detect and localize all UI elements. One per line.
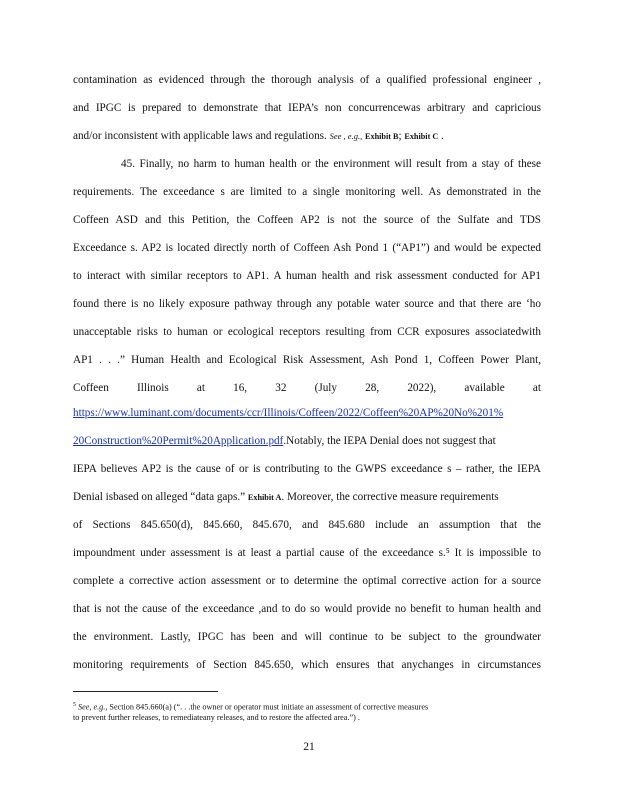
- footnote: [73, 700, 541, 713]
- exhibit-b-ref: Exhibit B: [365, 132, 399, 141]
- body-line: of Sections 845.650(d), 845.660, 845.670, and 845.680 include an assumption that the: [73, 519, 541, 531]
- body-line: complete a corrective action assessment or to determine the optimal corrective action for a source: [73, 575, 541, 587]
- citation-see: See , e.g.,: [329, 131, 363, 141]
- body-line: [73, 434, 541, 448]
- body-line: contamination as evidenced through the thorough analysis of a qualified professional engineer ,: [73, 74, 541, 86]
- exhibit-c-ref: Exhibit C: [404, 132, 439, 141]
- body-line: the environment. Lastly, IPGC has been and will continue to be subject to the groundwater: [73, 631, 541, 643]
- footnote-line: to prevent further releases, to remediateany releases, and to restore the affected area.”) .: [73, 713, 360, 722]
- paragraph-45-first-line: 45. Finally, no harm to human health or the environment will result from a stay of these: [121, 158, 541, 170]
- body-text: .Notably, the IEPA Denial does not suggest that: [283, 435, 496, 447]
- body-line: Exceedance s. AP2 is located directly north of Coffeen Ash Pond 1 (“AP1”) and would be expected: [73, 242, 541, 254]
- exhibit-a-ref: Exhibit A: [247, 493, 282, 502]
- body-line: monitoring requirements of Section 845.650, which ensures that anychanges in circumstances: [73, 659, 541, 671]
- body-line: Coffeen Illinois at 16, 32 (July 28, 2022), available at: [73, 382, 541, 394]
- body-line: and IPGC is prepared to demonstrate that IEPA’s non concurrencewas arbitrary and capricious: [73, 102, 541, 114]
- body-text: . Moreover, the corrective measure requirements: [281, 491, 499, 503]
- separator: ;: [398, 130, 402, 142]
- report-link[interactable]: https://www.luminant.com/documents/ccr/Illinois/Coffeen/2022/Coffeen%20AP%20No%201%: [73, 407, 504, 419]
- body-line: found there is no likely exposure pathway through any potable water source and that there are ‘ho: [73, 298, 541, 310]
- period: .: [441, 130, 444, 142]
- footnote-marker: 5: [73, 702, 76, 708]
- body-line: unacceptable risks to human or ecological receptors resulting from CCR exposures associatedwith: [73, 326, 541, 338]
- page-number: 21: [303, 741, 315, 753]
- footnote-divider: [73, 691, 218, 692]
- body-line: requirements. The exceedance s are limited to a single monitoring well. As demonstrated in the: [73, 186, 541, 198]
- body-line: impoundment under assessment is at least a partial cause of the exceedance s.⁵ It is impossible to: [73, 547, 541, 559]
- body-line: AP1 . . .” Human Health and Ecological Risk Assessment, Ash Pond 1, Coffeen Power Plant,: [73, 354, 541, 366]
- body-line: [73, 490, 541, 505]
- body-line: [73, 406, 541, 420]
- report-link-continued[interactable]: 20Construction%20Permit%20Application.pdf: [73, 435, 284, 447]
- body-line: that is not the cause of the exceedance ,and to do so would provide no benefit to human health and: [73, 603, 541, 615]
- body-text: Denial isbased on alleged “data gaps.”: [73, 491, 246, 503]
- body-text: and/or inconsistent with applicable laws and regulations.: [73, 130, 327, 142]
- footnote-text: Section 845.660(a) (“. . .the owner or operator must initiate an assessment of corrective measures: [109, 702, 429, 712]
- body-line: [73, 129, 541, 144]
- footnote-citation: See, e.g.,: [78, 702, 108, 712]
- body-line: IEPA believes AP2 is the cause of or is contributing to the GWPS exceedance s – rather, the IEPA: [73, 463, 541, 475]
- body-line: Coffeen ASD and this Petition, the Coffeen AP2 is not the source of the Sulfate and TDS: [73, 214, 541, 226]
- body-line: to interact with similar receptors to AP1. A human health and risk assessment conducted for AP1: [73, 270, 541, 282]
